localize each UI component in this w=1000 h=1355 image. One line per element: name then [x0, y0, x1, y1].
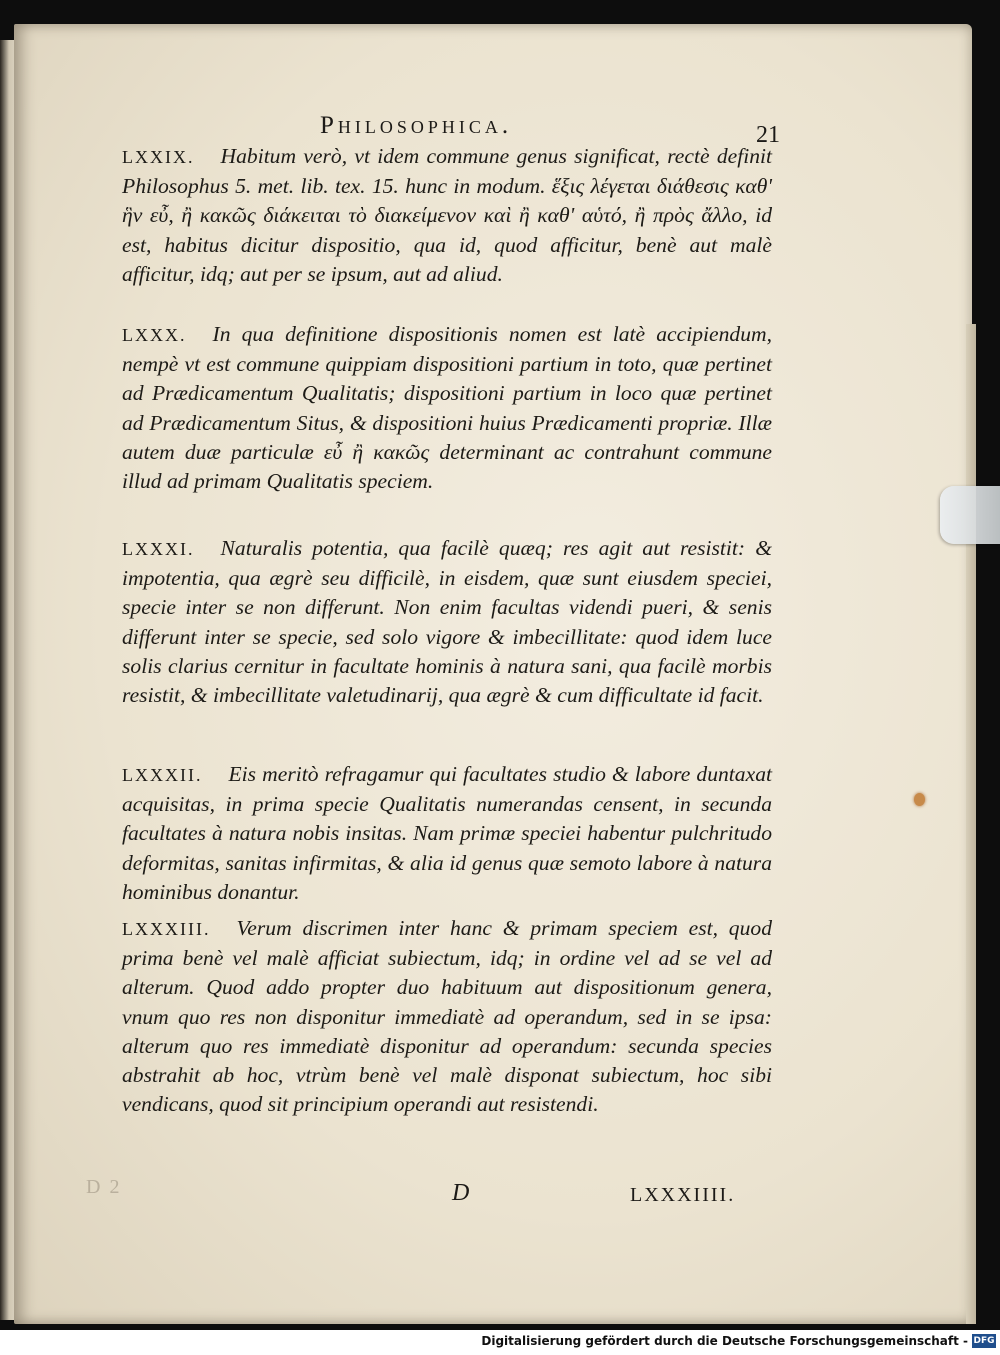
- paragraph-text: Habitum verò, vt idem commune genus significat, rectè definit Philosophus 5. met. lib. tex. 15. hunc in modum. ἕξις λέγεται διάθεσις καθ' ἣν εὖ, ἢ κακῶς διάκειται τὸ διακείμενον καὶ ἢ καθ' αὑτό, ἢ πρὸς ἄλλο, id est, habitus dicitur dispositio, qua id, quod afficitur, benè aut malè afficitur, idq; aut per se ipsum, aut ad aliud.: [122, 144, 772, 286]
- paragraph-text: Verum discrimen inter hanc & primam speciem est, quod prima benè vel malè afficiat subiectum, idq; in ordine vel ad se vel ad alterum. Quod addo propter duo habituum aut dispositionum genera, vnum quo res non disponitur immediatè ad operandum, sed in se ipsa: alterum quo res immediatè disponitur ad operandum: secunda species abstrahit ab hoc, vtrùm benè vel malè disponat subiectum, hoc sibi vendicans, quod sit principium operandi aut resistendi.: [122, 916, 772, 1117]
- signature-mark: D: [452, 1180, 470, 1206]
- running-title: Philosophica.: [320, 112, 513, 139]
- page-number: 21: [756, 122, 780, 148]
- paragraph-number: LXXXI.: [122, 539, 195, 559]
- paragraph-number: LXXXIII.: [122, 919, 211, 939]
- catchword: LXXXIIII.: [630, 1184, 736, 1206]
- paragraph-lxxxiii: [122, 914, 772, 1119]
- bleed-through-text: D 2: [86, 1176, 122, 1198]
- page-curl: [966, 324, 976, 1324]
- credit-text: Digitalisierung gefördert durch die Deutsche Forschungsgemeinschaft -: [481, 1334, 968, 1348]
- stain-spot: [914, 793, 925, 806]
- paragraph-number: LXXX.: [122, 325, 187, 345]
- paragraph-text: Naturalis potentia, qua facilè quæq; res agit aut resistit: & impotentia, qua ægrè seu difficilè, in eisdem, quæ sunt eiusdem speciei, specie inter se non differunt. Non enim facultas videndi pueri, & senis differunt inter se specie, sed solo vigore & imbecillitate: quod idem luce solis clarius cernitur in facultate hominis à natura sani, qua facilè morbis resistit, & imbecillitate valetudinarij, qua ægrè & cum difficultate id facit.: [122, 536, 772, 708]
- paragraph-number: LXXXII.: [122, 765, 203, 785]
- paragraph-lxxx: [122, 320, 772, 496]
- dfg-logo: DFG: [973, 1336, 995, 1346]
- paragraph-text: In qua definitione dispositionis nomen est latè accipiendum, nempè vt est commune quippiam dispositioni partium in toto, quæ pertinet ad Prædicamentum Qualitatis; dispositioni partium in loco quæ pertinet ad Prædicamentum Situs, & dispositioni huius Prædicamenti propriæ. Illæ autem duæ particulæ εὖ ἢ κακῶς determinant ac contrahunt commune illud ad primam Qualitatis speciem.: [122, 322, 772, 494]
- paragraph-number: LXXIX.: [122, 147, 195, 167]
- paragraph-lxxix: [122, 142, 772, 289]
- paragraph-lxxxi: [122, 534, 772, 710]
- paragraph-lxxxii: [122, 760, 772, 907]
- page-marker-tab: [940, 486, 1000, 544]
- paragraph-text: Eis meritò refragamur qui facultates studio & labore duntaxat acquisitas, in prima specie Qualitatis numerandas censent, in secunda facultates à natura nobis insitas. Nam primæ speciei habentur pulchritudo deformitas, sanitas infirmitas, & alia id genus quæ semoto labore à natura hominibus donantur.: [122, 762, 772, 904]
